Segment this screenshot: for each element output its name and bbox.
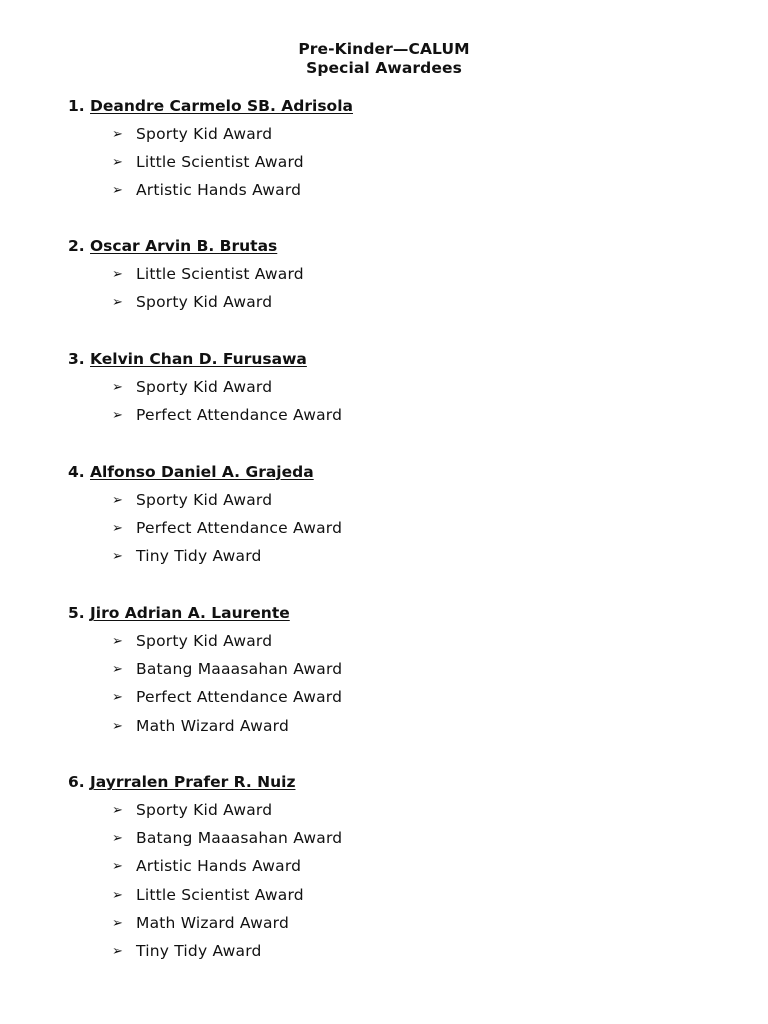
arrow-bullet-icon: ➢: [112, 662, 124, 678]
arrow-bullet-icon: ➢: [112, 803, 124, 818]
page-subtitle: Special Awardees: [306, 59, 462, 77]
awardee-name: Jiro Adrian A. Laurente: [90, 604, 290, 622]
awardee-heading: [68, 603, 718, 623]
award-label: Sporty Kid Award: [136, 801, 273, 819]
award-item: [112, 180, 718, 208]
award-item: [112, 716, 718, 744]
award-label: Artistic Hands Award: [136, 857, 302, 876]
arrow-bullet-icon: ➢: [112, 859, 124, 875]
arrow-bullet-icon: ➢: [112, 915, 124, 931]
award-label: Perfect Attendance Award: [136, 688, 343, 707]
awardee-entry: [68, 349, 718, 433]
arrow-bullet-icon: ➢: [112, 549, 124, 565]
award-label: Little Scientist Award: [136, 265, 304, 283]
award-list: [68, 490, 718, 575]
arrow-bullet-icon: ➢: [112, 634, 124, 649]
awardee-heading: [68, 236, 718, 256]
arrow-bullet-icon: ➢: [112, 493, 124, 508]
award-list: [68, 631, 718, 744]
award-label: Sporty Kid Award: [136, 632, 273, 650]
arrow-bullet-icon: ➢: [112, 718, 124, 734]
award-label: Artistic Hands Award: [136, 181, 302, 200]
award-item: [112, 687, 718, 715]
award-item: [112, 659, 718, 687]
page-title: Pre-Kinder—CALUM: [298, 40, 470, 58]
awardee-number: 4.: [68, 463, 85, 481]
award-item: [112, 124, 718, 152]
award-item: [112, 885, 718, 913]
arrow-bullet-icon: ➢: [112, 943, 124, 959]
award-item: [112, 405, 718, 433]
arrow-bullet-icon: ➢: [112, 887, 124, 903]
arrow-bullet-icon: ➢: [112, 380, 124, 395]
awardee-name: Kelvin Chan D. Furusawa: [90, 350, 307, 368]
award-label: Little Scientist Award: [136, 885, 304, 904]
award-label: Batang Maaasahan Award: [136, 660, 343, 679]
awardee-number: 1.: [68, 97, 85, 115]
award-item: [112, 828, 718, 856]
award-list: [68, 264, 718, 320]
arrow-bullet-icon: ➢: [112, 690, 124, 706]
award-item: [112, 941, 718, 969]
arrow-bullet-icon: ➢: [112, 183, 124, 199]
award-item: [112, 800, 718, 828]
awardee-name: Jayrralen Prafer R. Nuiz: [90, 773, 296, 791]
arrow-bullet-icon: ➢: [112, 521, 124, 537]
award-item: [112, 490, 718, 518]
awardee-entry: [68, 603, 718, 744]
arrow-bullet-icon: ➢: [112, 267, 124, 282]
award-item: [112, 152, 718, 180]
awardee-entry: [68, 236, 718, 320]
awardee-number: 6.: [68, 773, 85, 791]
awardee-number: 5.: [68, 604, 85, 622]
arrow-bullet-icon: ➢: [112, 831, 124, 847]
award-item: [112, 856, 718, 884]
award-item: [112, 377, 718, 405]
award-label: Sporty Kid Award: [136, 125, 273, 143]
arrow-bullet-icon: ➢: [112, 295, 124, 311]
awardee-number: 2.: [68, 237, 85, 255]
awardee-name: Alfonso Daniel A. Grajeda: [90, 463, 314, 481]
award-label: Tiny Tidy Award: [136, 547, 262, 566]
arrow-bullet-icon: ➢: [112, 155, 124, 171]
award-list: [68, 124, 718, 209]
award-item: [112, 913, 718, 941]
arrow-bullet-icon: ➢: [112, 127, 124, 142]
award-item: [112, 264, 718, 292]
awardee-heading: [68, 462, 718, 482]
awardee-heading: [68, 96, 718, 116]
award-label: Math Wizard Award: [136, 913, 289, 932]
arrow-bullet-icon: ➢: [112, 408, 124, 424]
award-list: [68, 800, 718, 969]
award-label: Batang Maaasahan Award: [136, 829, 343, 848]
awardee-heading: [68, 349, 718, 369]
awardee-entry: [68, 772, 718, 969]
awardee-name: Oscar Arvin B. Brutas: [90, 237, 278, 255]
award-label: Math Wizard Award: [136, 716, 289, 735]
title-block: [0, 40, 768, 78]
awardee-name: Deandre Carmelo SB. Adrisola: [90, 97, 353, 115]
award-label: Sporty Kid Award: [136, 293, 273, 312]
award-label: Sporty Kid Award: [136, 491, 273, 509]
awardee-number: 3.: [68, 350, 85, 368]
award-item: [112, 518, 718, 546]
award-label: Little Scientist Award: [136, 153, 304, 172]
awardee-heading: [68, 772, 718, 792]
award-item: [112, 631, 718, 659]
award-label: Perfect Attendance Award: [136, 406, 343, 425]
award-label: Sporty Kid Award: [136, 378, 273, 396]
award-item: [112, 292, 718, 320]
award-label: Tiny Tidy Award: [136, 941, 262, 960]
awardee-entry: [68, 96, 718, 209]
award-list: [68, 377, 718, 433]
award-label: Perfect Attendance Award: [136, 519, 343, 538]
award-item: [112, 546, 718, 574]
awardee-entry: [68, 462, 718, 575]
